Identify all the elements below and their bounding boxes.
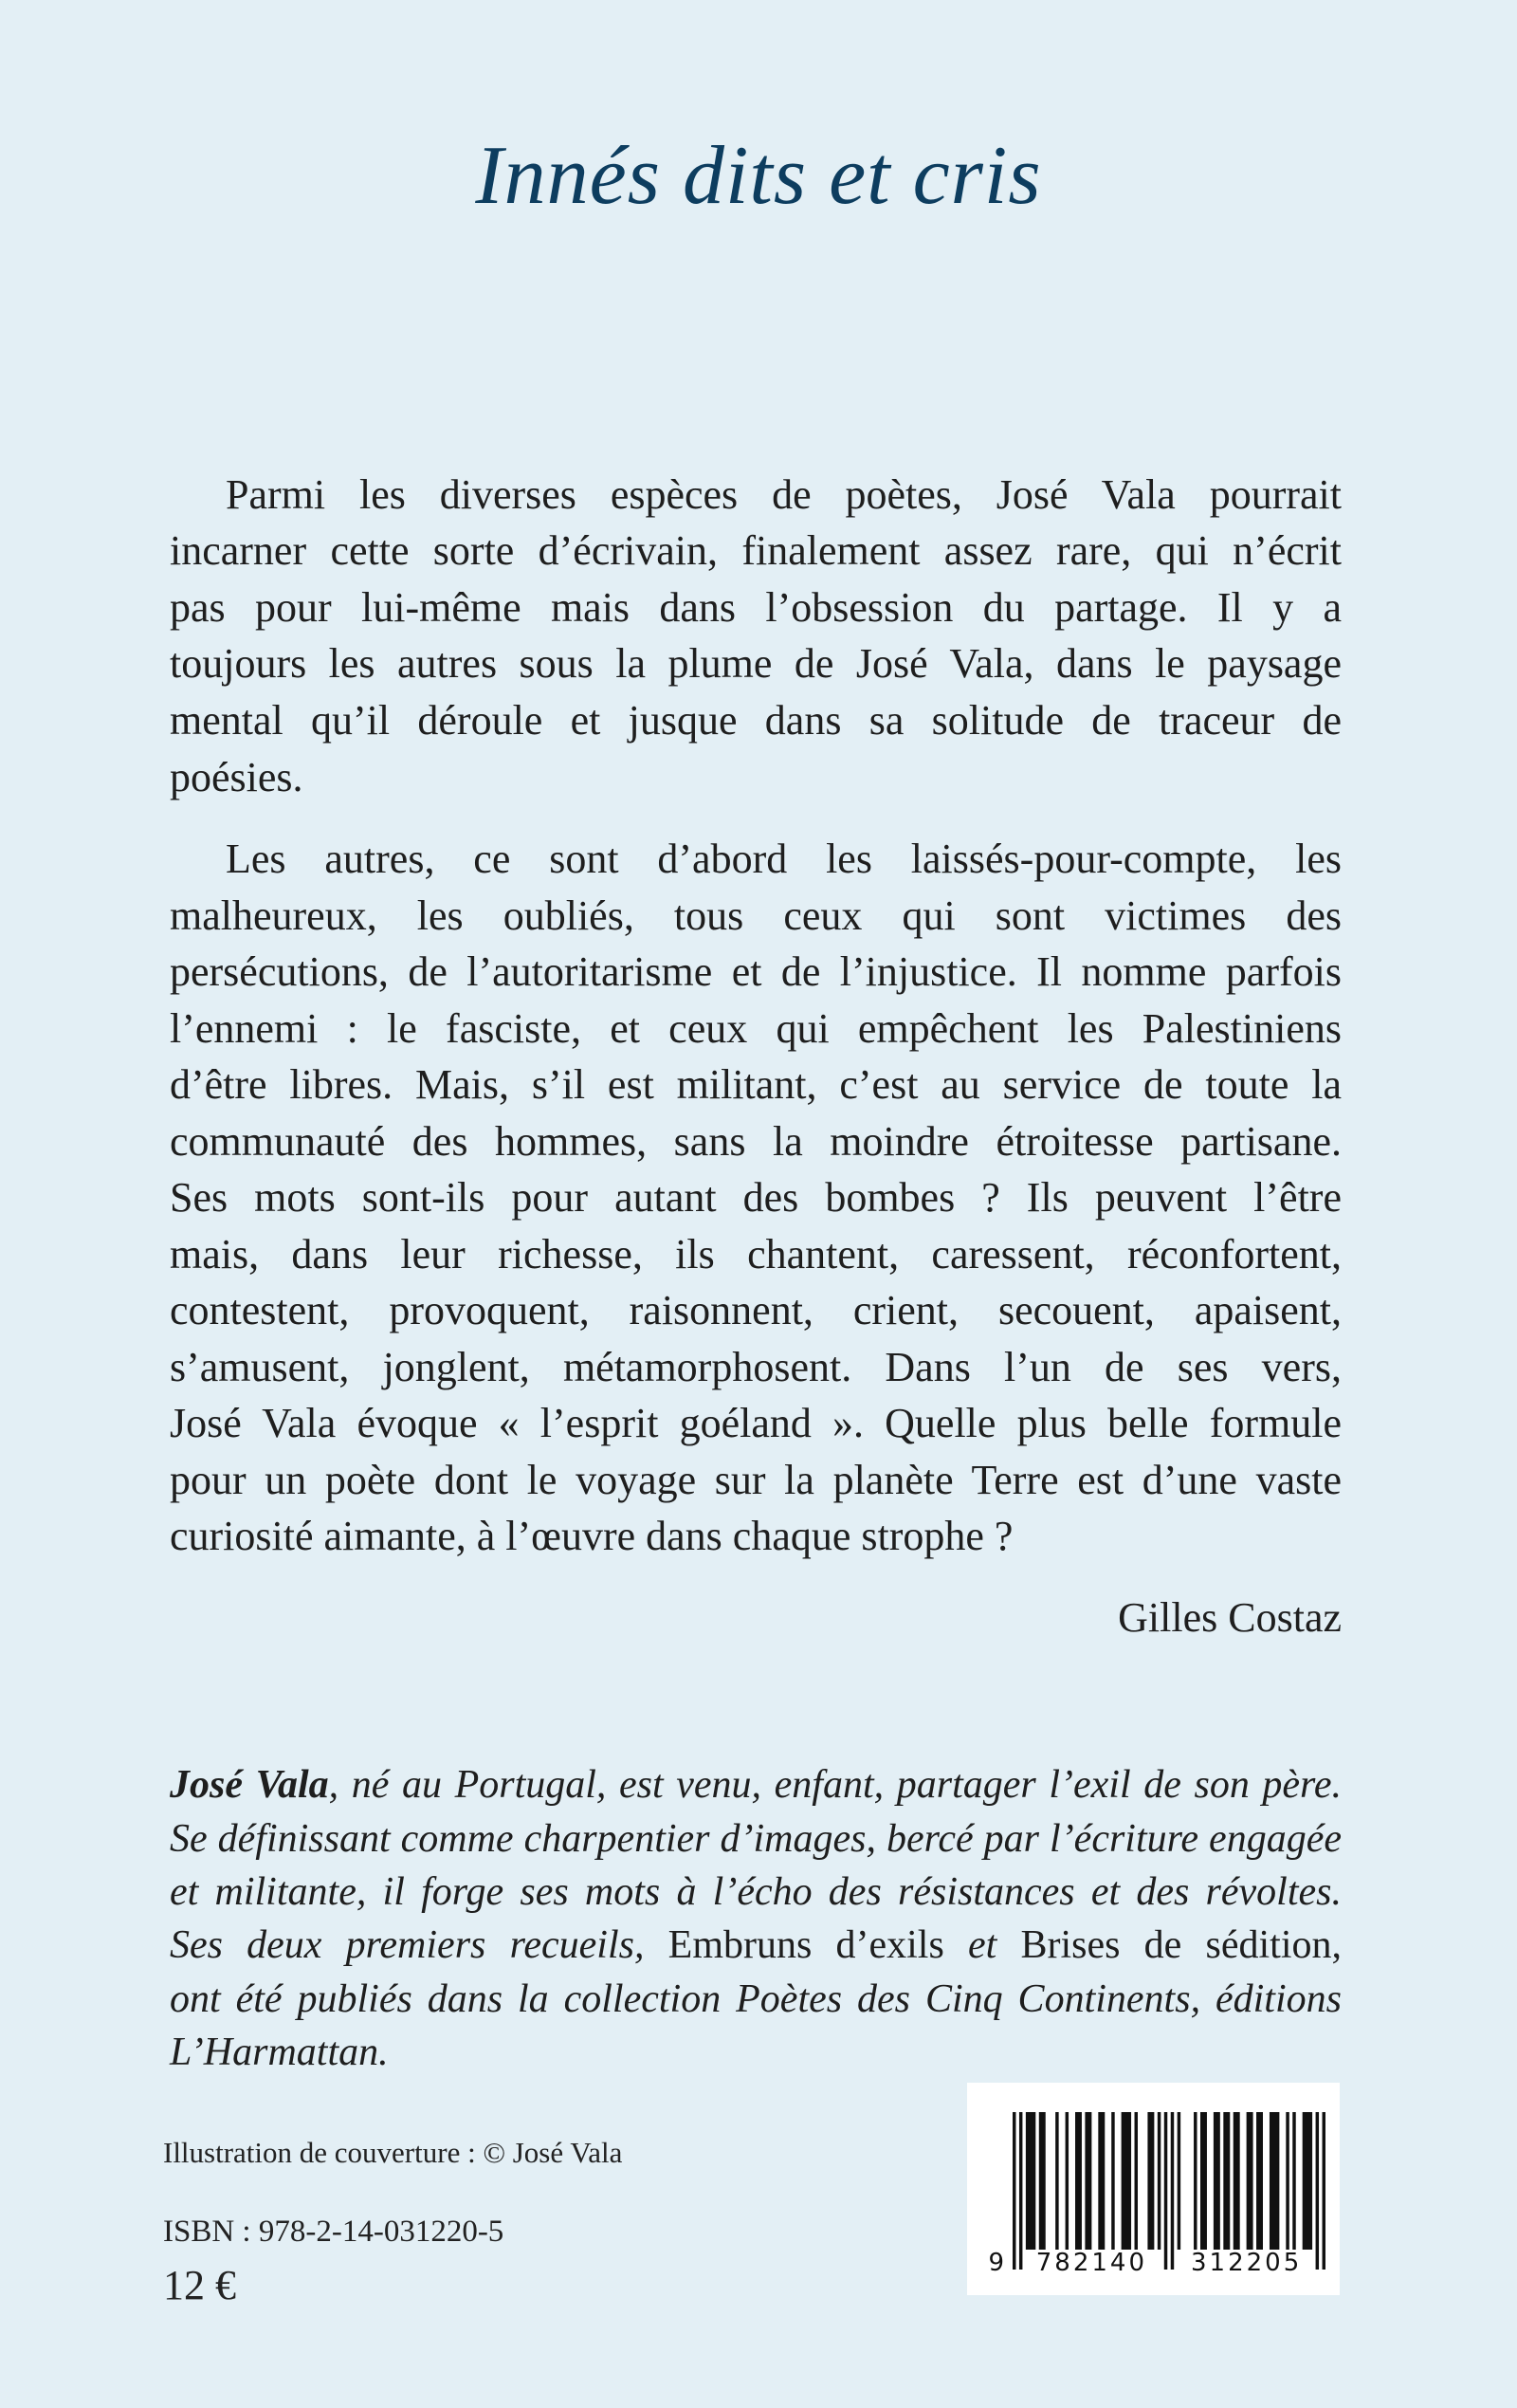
barcode-bar — [1066, 2112, 1069, 2250]
blurb-signature: Gilles Costaz — [1118, 1594, 1342, 1641]
bio-line: et militante, il forge ses mots à l’écho des résistances et des révoltes. — [170, 1870, 1342, 1914]
barcode-bar — [1147, 2112, 1154, 2250]
isbn-text: ISBN : 978-2-14-031220-5 — [163, 2215, 504, 2249]
barcode-bar — [1039, 2112, 1046, 2250]
barcode-bar — [1098, 2112, 1105, 2250]
barcode-bar — [1223, 2112, 1230, 2250]
blurb-line: curiosité aimante, à l’œuvre dans chaque strophe ? — [170, 1513, 1014, 1559]
barcode-guard-bar — [1323, 2112, 1325, 2270]
bio-line — [170, 1765, 1342, 1805]
blurb-line: pour un poète dont le voyage sur la planète Terre est d’une vaste — [170, 1457, 1342, 1503]
barcode-bar — [1200, 2112, 1207, 2250]
blurb-line: Parmi les diverses espèces de poètes, José Vala pourrait — [226, 471, 1342, 518]
blurb-line: poésies. — [170, 754, 303, 800]
barcode-bar — [1111, 2112, 1114, 2250]
barcode-bar — [1256, 2112, 1263, 2250]
bio-line: L’Harmattan. — [170, 2031, 389, 2074]
blurb-line: persécutions, de l’autoritarisme et de l’injustice. Il nomme parfois — [170, 948, 1342, 995]
barcode — [967, 2083, 1340, 2295]
barcode-graphic — [967, 2083, 1340, 2295]
barcode-digits-right: 312205 — [1190, 2249, 1303, 2277]
barcode-digits-left: 782140 — [1035, 2249, 1148, 2277]
barcode-bar — [1122, 2112, 1131, 2250]
barcode-bar — [1075, 2112, 1082, 2250]
bio-text: et — [943, 1923, 1021, 1967]
blurb-line: mental qu’il déroule et jusque dans sa solitude de traceur de — [170, 697, 1342, 744]
blurb-line: Ses mots sont-ils pour autant des bombes ? Ils peuvent l’être — [170, 1174, 1342, 1221]
barcode-bar — [1270, 2112, 1279, 2250]
barcode-bar — [1135, 2112, 1138, 2250]
blurb-line: malheureux, les oubliés, tous ceux qui sont victimes des — [170, 892, 1342, 939]
barcode-bar — [1178, 2112, 1180, 2250]
blurb-line: incarner cette sorte d’écrivain, finalement assez rare, qui n’écrit — [170, 527, 1342, 574]
blurb-line: s’amusent, jonglent, métamorphosent. Dans l’un de ses vers, — [170, 1344, 1342, 1390]
barcode-bar — [1234, 2112, 1240, 2250]
blurb-line: José Vala évoque « l’esprit goéland ». Quelle plus belle formule — [170, 1400, 1342, 1446]
bio-text: , — [1331, 1923, 1342, 1967]
barcode-guard-bar — [1164, 2112, 1167, 2270]
bio-line: Se définissant comme charpentier d’images, bercé par l’écriture engagée — [170, 1817, 1342, 1861]
blurb-line: communauté des hommes, sans la moindre étroitesse partisane. — [170, 1118, 1342, 1165]
blurb-line: Les autres, ce sont d’abord les laissés-pour-compte, les — [226, 836, 1342, 882]
barcode-bar — [1286, 2112, 1289, 2250]
bio-line — [170, 1925, 1342, 1965]
bio-text: , né au Portugal, est venu, enfant, partager l’exil de son père. — [328, 1763, 1343, 1807]
barcode-guard-bar — [1013, 2112, 1015, 2270]
bio-text: Ses deux premiers recueils, — [170, 1923, 668, 1967]
bio-line: ont été publiés dans la collection Poètes des Cinq Continents, éditions — [170, 1977, 1342, 2021]
barcode-bar — [1158, 2112, 1161, 2250]
author-name: José Vala — [170, 1763, 329, 1807]
barcode-bar — [1247, 2112, 1253, 2250]
barcode-guard-bar — [1316, 2112, 1319, 2270]
barcode-digit-lead: 9 — [988, 2249, 1007, 2277]
illustration-credit: Illustration de couverture : © José Vala — [163, 2136, 623, 2169]
barcode-bar — [1055, 2112, 1058, 2250]
blurb-line: toujours les autres sous la plume de José Vala, dans le paysage — [170, 640, 1342, 687]
barcode-bar — [1214, 2112, 1220, 2250]
barcode-bar — [1292, 2112, 1295, 2250]
barcode-bar — [1026, 2112, 1035, 2250]
blurb-line: mais, dans leur richesse, ils chantent, caressent, réconfortent, — [170, 1231, 1342, 1278]
blurb-line: l’ennemi : le fasciste, et ceux qui empêchent les Palestiniens — [170, 1005, 1342, 1052]
barcode-bar — [1194, 2112, 1197, 2250]
blurb-line: pas pour lui-même mais dans l’obsession du partage. Il y a — [170, 584, 1342, 631]
barcode-guard-bar — [1019, 2112, 1022, 2270]
barcode-bar — [1303, 2112, 1312, 2250]
book-title-2: Brises de sédition — [1020, 1923, 1332, 1967]
barcode-guard-bar — [1171, 2112, 1174, 2270]
book-title-1: Embruns d’exils — [667, 1923, 944, 1967]
barcode-bar — [1085, 2112, 1091, 2250]
blurb-line: contestent, provoquent, raisonnent, crient, secouent, apaisent, — [170, 1287, 1342, 1333]
book-title: Innés dits et cris — [475, 130, 1042, 222]
blurb-line: d’être libres. Mais, s’il est militant, c’est au service de toute la — [170, 1061, 1342, 1108]
price-text: 12 € — [163, 2262, 236, 2308]
